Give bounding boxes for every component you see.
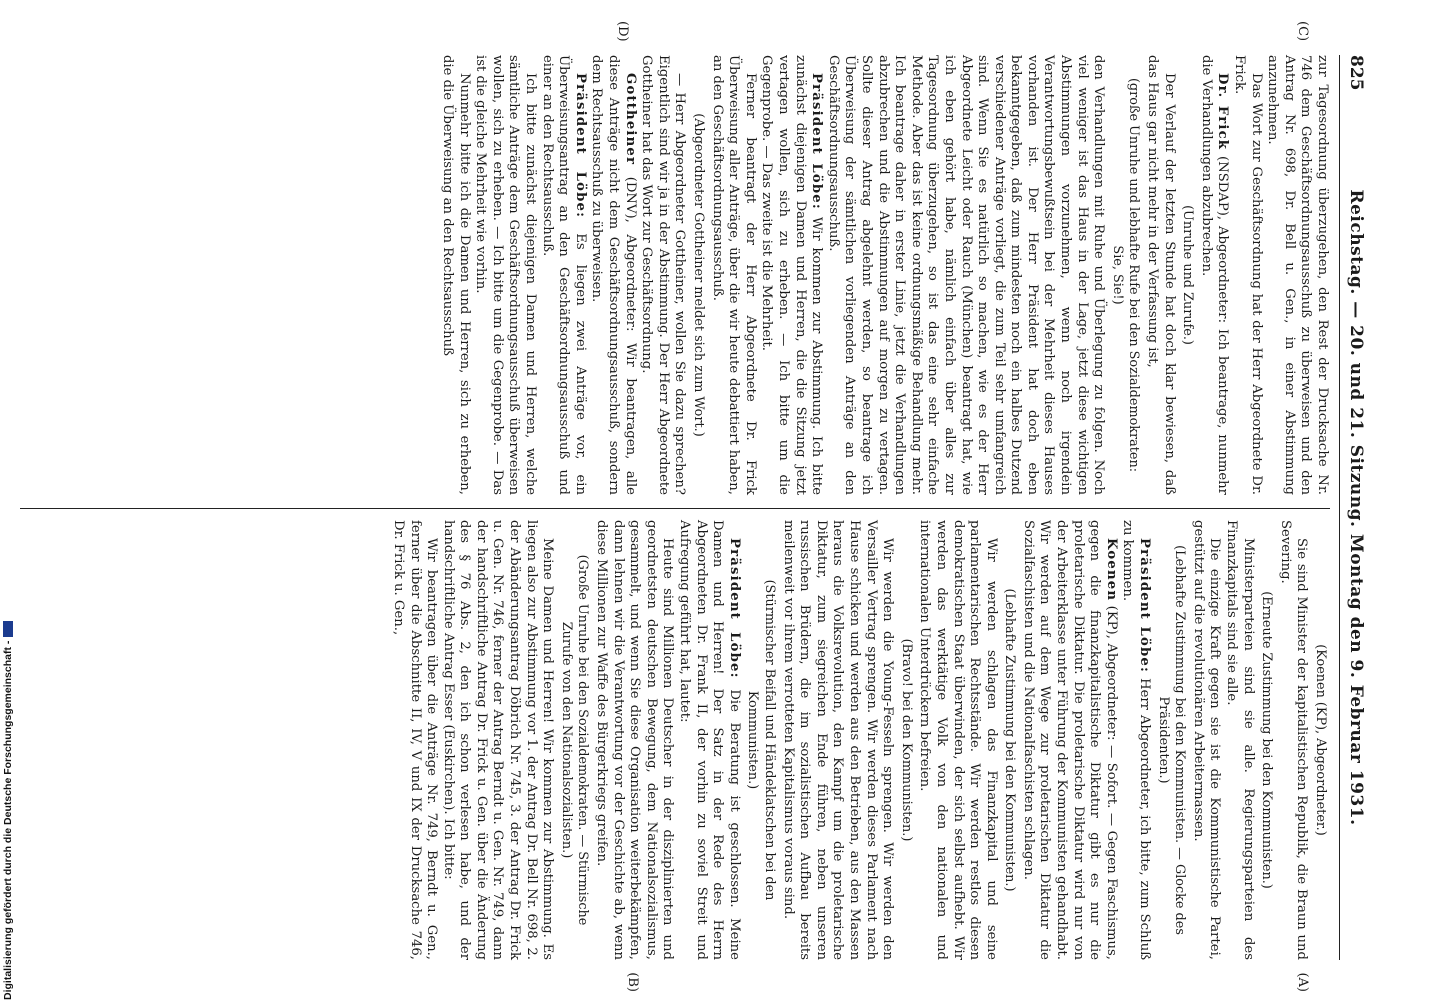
stage-direction: (Stürmischer Beifall und Händeklatschen bei den Kommunisten.) <box>745 579 777 901</box>
body-paragraph: Ferner beantragt der Herr Abgeordnete Dr. Frick Überweisung aller Anträge, über die wir heute debattiert haben, an den Geschäftsordnungsausschuß. <box>709 55 758 495</box>
body-paragraph: den Verhandlungen mit Ruhe und Überlegung zu folgen. Noch viel weniger ist das Haus in der Lage, jetzt diese wichtigen Abstimmungen vorzunehmen, wenn noch irgendein Verantwortungsbewußtsein bei der Mehrheit dieses Hauses vorhanden ist. Der Herr Präsident hat doch eben bekanntgegeben, daß zum mindesten noch ein halbes Dutzend verschiedener Anträge vorliegt, die zum Teil sehr umfangreich sind. Wenn Sie es natürlich so machen, wie es der Herr Abgeordnete Leicht oder Rauch (München) beantragt hat, wie ich eben gehört habe, nämlich einfach über alles zur Tagesordnung überzugehen, so ist das eine sehr einfache Methode. Aber das ist keine ordnungsmäßige Behandlung mehr. Ich beantrage daher in erster Linie, jetzt die Verhandlungen abzubrechen und die Abstimmungen auf morgen zu vertagen. Sollte dieser Antrag abgelehnt werden, so beantrage ich Überweisung der sämtlichen vorliegenden Anträge an den Geschäftsordnungsausschuß. <box>825 55 1107 495</box>
stage-direction: (Koenen (KP), Abgeordneter.) <box>1313 644 1328 836</box>
body-paragraph: Ich bitte zunächst diejenigen Damen und Herren, welche sämtliche Anträge dem Geschäftsordnungsausschuß überweisen wollen, sich zu erheben. — Ich bitte um die Gegenprobe. — Das ist die gleiche Mehrheit wie vorhin. <box>473 55 539 495</box>
speaker-text: Herr Abgeordneter, ich bitte, zum Schluß zu kommen. <box>1120 520 1153 960</box>
body-paragraph: Wir werden die Young-Fesseln sprengen. Wir werden den Versailler Vertrag sprengen. Wir werden dieses Parlament nach Hause schicken und werden aus den Betrieben, aus den Massen heraus die Volksrevolution, den Kampf um die proletarische Diktatur, zum siegreichen Ende führen, neben unseren russischen Brüdern, die im sozialistischen Aufbau bereits meilenweit vor ihrem verrotteten Kapitalismus voraus sind. <box>780 520 896 960</box>
speaker-text: (DNV), Abgeordneter: Wir beantragen, alle diese Anträge nicht dem Geschäftsordnungsausschuß, sondern dem Rechtsausschuß zu überweisen. <box>589 55 638 495</box>
speaker-paragraph <box>1019 520 1119 960</box>
speaker-text: Die Beratung ist geschlossen. Meine Damen und Herren! Der Satz in der Rede des Herrn Abgeordneten Dr. Frank II, der vorhin zu soviel Streit und Aufregung geführt hat, lautet: <box>677 520 742 960</box>
speaker-text: Wir kommen zur Abstimmung. Ich bitte zunächst diejenigen Damen und Herren, die die Sitzung jetzt vertagen wollen, sich zu erheben. — Ich bitte um die Gegenprobe. — Das zweite ist die Mehrheit. <box>759 55 825 495</box>
speaker-text: (NSDAP), Abgeordneter: Ich beantrage, nunmehr die Verhandlungen abzubrechen. <box>1198 55 1231 495</box>
body-paragraph: Das Wort zur Geschäftsordnung hat der Herr Abgeordnete Dr. Frick. <box>1232 55 1264 495</box>
body-paragraph: Wir werden schlagen das Finanzkapital und seine parlamentarischen Rechtsstände. Wir werden restlos diesen demokratischen Staat überwinden, der sich selbst aufhebt. Wir werden das werktätige Volk von den nationalen und internationalen Unterdrückern befreien. <box>917 520 999 960</box>
body-paragraph: — Herr Abgeordneter Gottheiner, wollen Sie dazu sprechen? Eigentlich sind wir ja in der Abstimmung. Der Herr Abgeordnete Gottheiner hat das Wort zur Geschäftsordnung. <box>639 55 688 495</box>
body-paragraph: Wir beantragen über die Anträge Nr. 749, Berndt u. Gen., ferner über die Abschnitte II, IV, V und IX der Drucksache 746, Dr. Frick u. Gen., <box>390 520 440 960</box>
body-paragraph: Die einzige Kraft gegen sie ist die Kommunistische Partei, gestützt auf die revolutionären Arbeitermassen. <box>1190 520 1223 960</box>
body-paragraph: Der Verlauf der letzten Stunde hat doch klar bewiesen, daß das Haus gar nicht mehr in der Verfassung ist, <box>1145 55 1177 495</box>
stage-direction: (Bravo! bei den Kommunisten.) <box>898 638 914 842</box>
speaker-name: Präsident Löbe: <box>809 73 825 210</box>
speaker-text: (KP), Abgeordneter: — Sofort. — Gegen Faschismus, gegen die finanzkapitalistische Diktatur gibt es nur die proletarische Diktatur. Die proletarische Diktatur wird nur von der Arbeiterklasse unter Führung der Kommunisten gehandhabt. Wir werden auf dem Wege zur proletarischen Diktatur die Sozialfaschisten und die Nationalfaschisten schlagen. <box>1020 520 1119 960</box>
body-paragraph: Sie sind Minister der kapitalistischen Republik, die Braun und Severing. <box>1277 520 1310 960</box>
speaker-name: Präsident Löbe: <box>572 73 588 219</box>
margin-marker-d: (D) <box>615 21 630 42</box>
column-divider <box>20 508 1330 509</box>
left-column <box>20 55 1330 495</box>
margin-marker-b: (B) <box>625 972 640 992</box>
speaker-paragraph <box>1119 520 1152 960</box>
speaker-name: Präsident Löbe: <box>726 538 742 679</box>
stage-direction: (Lebhafte Zustimmung bei den Kommunisten. — Glocke des Präsidenten.) <box>1155 545 1188 935</box>
funding-note-text: Digitalisierung gefördert durch die Deutsche Forschungsgemeinschaft - <box>2 640 14 1000</box>
margin-marker-a: (A) <box>1295 972 1310 992</box>
speaker-paragraph <box>538 55 588 495</box>
speaker-paragraph <box>588 55 638 495</box>
margin-marker-c: (C) <box>1295 21 1310 42</box>
body-paragraph: Meine Damen und Herren! Wir kommen zur Abstimmung. Es liegen also zur Abstimmung vor 1. der Antrag Dr. Bell Nr. 698, 2. der Abänderungsantrag Döbrich Nr. 745, 3. der Antrag Dr. Frick u. Gen. Nr. 746, ferner der Antrag Berndt u. Gen. Nr. 749, dann der handschriftliche Antrag Dr. Frick u. Gen. über die Änderung des § 76 Abs. 2, den ich schon verlesen habe, und der handschriftliche Antrag Esser (Euskirchen). Ich bitte: <box>440 520 556 960</box>
page-title: Reichstag. — 20. und 21. Sitzung. Montag den 9. Februar 1931. <box>1346 189 1366 826</box>
body-paragraph: Heute sind Millionen Deutscher in der disziplinierten und geordnetsten deutschen Bewegung, dem Nationalsozialismus, gesammelt, und wenn Sie diese Organisation weiterbekämpfen, dann lehnen wir die Verantwortung vor der Geschichte ab, wenn diese Millionen zur Waffe des Bürgerkriegs greifen. <box>594 520 676 960</box>
stage-direction: (Erneute Zustimmung bei den Kommunisten.) <box>1259 591 1275 889</box>
speaker-name: Koenen <box>1103 538 1119 602</box>
body-paragraph: zur Tagesordnung überzugehen, den Rest der Drucksache Nr. 746 dem Geschäftsordnungsausschuß zu überweisen und den Antrag Nr. 698, Dr. Bell u. Gen., in einer Abstimmung anzunehmen. <box>1265 55 1330 495</box>
stage-direction: (Unruhe und Zurufe.) <box>1180 205 1196 345</box>
right-column <box>20 520 1330 960</box>
speaker-paragraph <box>675 520 741 960</box>
text-columns <box>20 21 1330 992</box>
speaker-paragraph <box>1197 55 1230 495</box>
stage-direction: (Abgeordneter Gottheiner meldet sich zum Wort.) <box>691 113 707 437</box>
speaker-name: Präsident Löbe: <box>1137 538 1153 674</box>
page-number: 825 <box>1346 55 1366 91</box>
stage-direction: (Große Unruhe bei den Sozialdemokraten. — Stürmische Zurufe von den Nationalsozialisten.) <box>558 554 591 926</box>
body-paragraph: Ministerparteien sind sie alle. Regierungsparteien des Finanzkapitals sind sie alle. <box>1224 520 1256 960</box>
speaker-text: Es liegen zwei Anträge vor, ein Überweisungsantrag an den Geschäftsordnungsausschuß und einer an den Rechtsausschuß. <box>539 55 588 495</box>
stage-direction: (große Unruhe und lebhafte Rufe bei den Sozialdemokraten: Sie, Sie!) <box>1109 77 1142 473</box>
body-paragraph: Nunmehr bitte ich die Damen und Herren, sich zu erheben, die die Überweisung an den Rechtsausschuß <box>440 55 472 495</box>
speaker-paragraph <box>758 55 824 495</box>
page-header <box>1339 55 1368 960</box>
speaker-name: Gottheiner <box>622 73 638 166</box>
stage-direction: (Lebhafte Zustimmung bei den Kommunisten.) <box>1002 588 1018 892</box>
speaker-name: Dr. Frick <box>1215 73 1231 151</box>
